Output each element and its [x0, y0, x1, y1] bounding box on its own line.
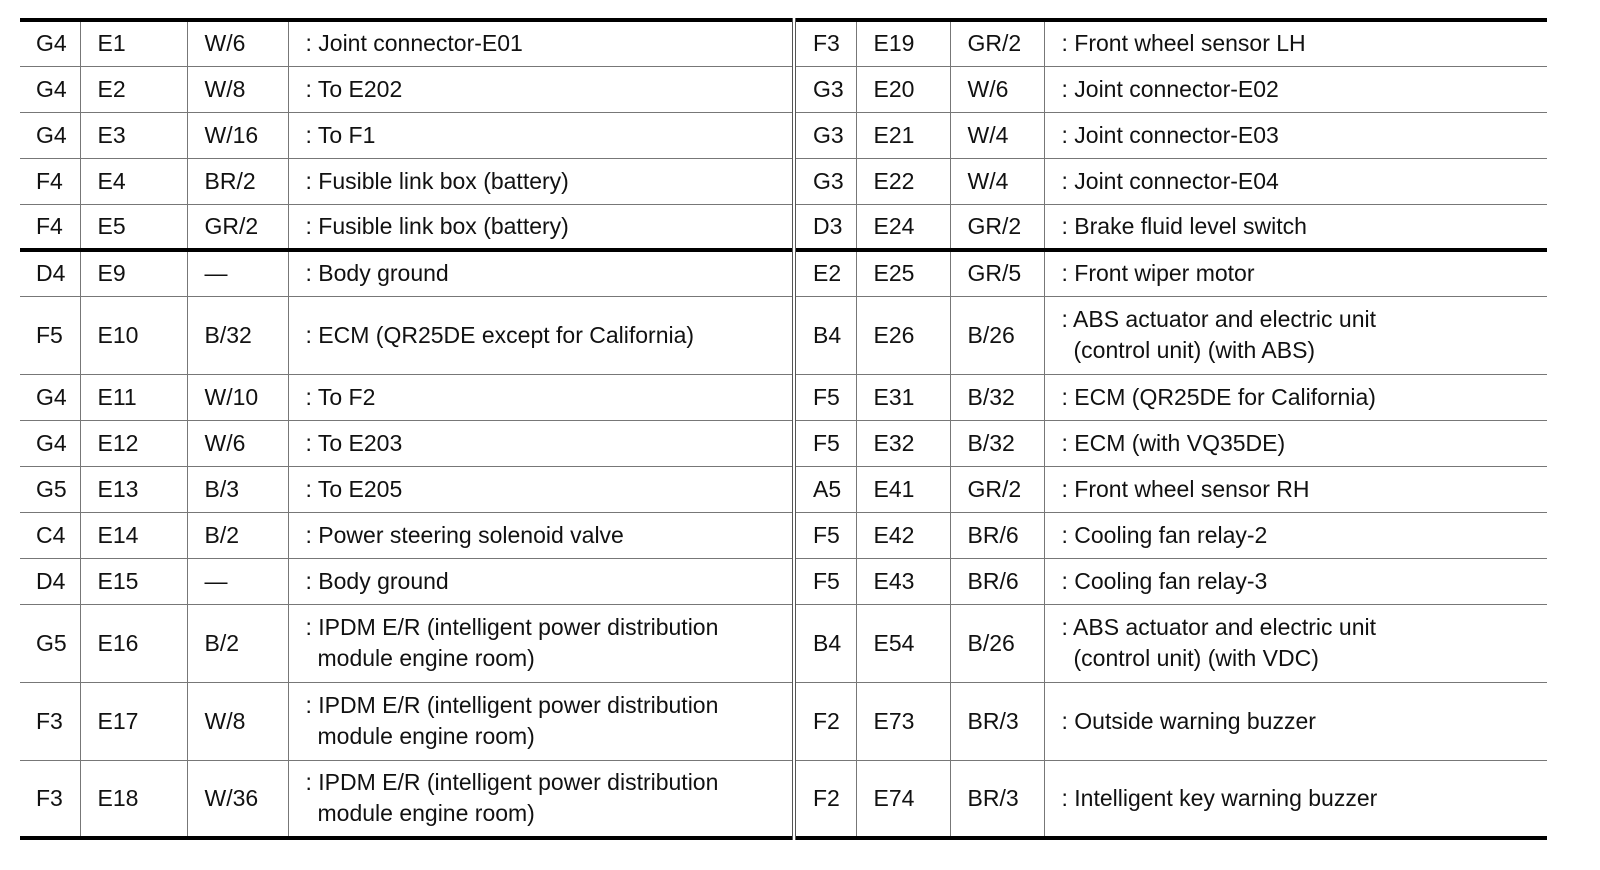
right-grid-reference: A5	[794, 466, 856, 512]
right-connector-type: BR/3	[950, 760, 1044, 838]
left-grid-reference: F3	[36, 784, 63, 811]
left-grid-reference: F3	[20, 682, 80, 760]
right-connector-type: GR/2	[950, 20, 1044, 66]
left-connector-type: GR/2	[187, 204, 288, 250]
description-text: : Outside warning buzzer	[1061, 707, 1316, 734]
left-connector-description	[288, 420, 794, 466]
description-text: : ECM (QR25DE except for California)	[305, 321, 695, 348]
description-text: : ECM (with VQ35DE)	[1061, 429, 1286, 456]
table-row	[20, 760, 1547, 838]
right-connector-number: E42	[856, 512, 950, 558]
right-connector-number: E74	[856, 760, 950, 838]
description-text: : To E202	[305, 75, 403, 102]
right-connector-type: B/32	[950, 420, 1044, 466]
right-connector-description	[1044, 250, 1547, 296]
right-grid-reference: F5	[794, 374, 856, 420]
left-connector-description	[288, 66, 794, 112]
left-grid-reference: F4	[20, 204, 80, 250]
right-connector-type: W/4	[950, 112, 1044, 158]
left-grid-reference: G4	[20, 20, 80, 66]
right-connector-description	[1044, 420, 1547, 466]
left-grid-reference: F5	[20, 296, 80, 374]
left-connector-type: —	[187, 558, 288, 604]
left-grid-reference: F4	[20, 158, 80, 204]
right-connector-type: B/26	[950, 296, 1044, 374]
table-row	[20, 250, 1547, 296]
left-connector-description	[288, 682, 794, 760]
right-connector-type: GR/2	[950, 466, 1044, 512]
table-row	[20, 682, 1547, 760]
left-connector-description	[288, 558, 794, 604]
left-connector-number: E11	[80, 374, 187, 420]
left-grid-reference: G4	[20, 66, 80, 112]
right-connector-number: E32	[856, 420, 950, 466]
right-connector-number: E31	[856, 374, 950, 420]
right-connector-description	[1044, 604, 1547, 682]
left-connector-number: E1	[80, 20, 187, 66]
description-text: : Power steering solenoid valve	[305, 521, 624, 548]
description-text: : To F1	[305, 121, 376, 148]
left-connector-description	[288, 204, 794, 250]
table-row	[20, 466, 1547, 512]
left-connector-number: E9	[80, 250, 187, 296]
left-connector-number: E18	[80, 760, 187, 838]
right-connector-description	[1044, 374, 1547, 420]
left-connector-number: E5	[80, 204, 187, 250]
description-text: : ABS actuator and electric unit (control unit) (with VDC)	[1061, 614, 1377, 671]
left-connector-type: B/32	[187, 296, 288, 374]
left-connector-type: BR/2	[187, 158, 288, 204]
table-row	[20, 158, 1547, 204]
right-connector-description	[1044, 66, 1547, 112]
description-text: : Front wheel sensor RH	[1061, 475, 1310, 502]
description-text: : Joint connector-E04	[1061, 167, 1279, 194]
description-text: : Body ground	[305, 260, 449, 287]
right-connector-description	[1044, 158, 1547, 204]
right-grid-reference: F2	[794, 760, 856, 838]
left-grid-reference: C4	[20, 512, 80, 558]
left-connector-number: E12	[80, 420, 187, 466]
right-connector-description	[1044, 112, 1547, 158]
left-connector-type: W/6	[187, 420, 288, 466]
right-connector-type: BR/3	[950, 682, 1044, 760]
table-row	[20, 20, 1547, 66]
right-grid-reference: F5	[794, 420, 856, 466]
left-connector-number: E4	[80, 158, 187, 204]
description-text: : Cooling fan relay-3	[1061, 567, 1268, 594]
description-text: : Front wiper motor	[1061, 260, 1255, 287]
left-connector-type: W/8	[187, 682, 288, 760]
table-row	[20, 420, 1547, 466]
table-row	[20, 558, 1547, 604]
right-connector-type: BR/6	[950, 512, 1044, 558]
left-connector-type: B/2	[187, 512, 288, 558]
right-grid-reference: B4	[794, 604, 856, 682]
right-grid-reference: G3	[794, 66, 856, 112]
table-row	[20, 296, 1547, 374]
right-connector-number: E21	[856, 112, 950, 158]
right-connector-number: E26	[856, 296, 950, 374]
right-connector-type: W/4	[950, 158, 1044, 204]
left-connector-number: E2	[80, 66, 187, 112]
left-connector-description	[288, 158, 794, 204]
description-text: : Fusible link box (battery)	[305, 212, 569, 239]
description-text: : Joint connector-E02	[1061, 75, 1279, 102]
connector-list-table	[20, 18, 1547, 840]
right-connector-type: B/26	[950, 604, 1044, 682]
left-connector-number: E3	[80, 112, 187, 158]
left-connector-description	[288, 604, 794, 682]
description-text: : Joint connector-E01	[305, 30, 523, 57]
right-connector-description	[1044, 760, 1547, 838]
right-connector-number: E43	[856, 558, 950, 604]
right-connector-number: E54	[856, 604, 950, 682]
right-connector-number: E24	[856, 204, 950, 250]
description-text: : To E203	[305, 429, 403, 456]
right-connector-description	[1044, 466, 1547, 512]
description-text: : Fusible link box (battery)	[305, 167, 569, 194]
left-connector-type: W/6	[187, 20, 288, 66]
left-grid-reference: G5	[20, 466, 80, 512]
left-connector-description	[288, 512, 794, 558]
right-connector-description	[1044, 512, 1547, 558]
left-connector-description	[288, 250, 794, 296]
description-text: : Brake fluid level switch	[1061, 212, 1307, 239]
table-row	[20, 112, 1547, 158]
left-connector-type: W/8	[187, 66, 288, 112]
table-row	[20, 66, 1547, 112]
description-text: : IPDM E/R (intelligent power distribution module engine room)	[305, 769, 719, 827]
left-grid-reference: G5	[20, 604, 80, 682]
description-text: : IPDM E/R (intelligent power distribution module engine room)	[305, 614, 719, 671]
right-connector-type: GR/2	[950, 204, 1044, 250]
left-connector-type: B/2	[187, 604, 288, 682]
right-connector-number: E41	[856, 466, 950, 512]
description-text: : To F2	[305, 383, 376, 410]
right-grid-reference: E2	[794, 250, 856, 296]
left-connector-description	[288, 374, 794, 420]
left-grid-reference: D4	[20, 250, 80, 296]
table-body	[20, 20, 1547, 838]
right-grid-reference: G3	[794, 158, 856, 204]
right-connector-type: BR/6	[950, 558, 1044, 604]
description-text: : Joint connector-E03	[1061, 121, 1279, 148]
description-text: : To E205	[305, 475, 403, 502]
right-grid-reference: F3	[794, 20, 856, 66]
left-connector-type: W/16	[187, 112, 288, 158]
right-grid-reference: F5	[794, 512, 856, 558]
right-connector-description	[1044, 20, 1547, 66]
description-text: : IPDM E/R (intelligent power distribution module engine room)	[305, 692, 719, 749]
right-connector-number: E19	[856, 20, 950, 66]
left-connector-type: W/36	[187, 760, 288, 838]
right-connector-description	[1044, 204, 1547, 250]
right-connector-description	[1044, 296, 1547, 374]
left-connector-description	[288, 760, 794, 838]
description-text: : ABS actuator and electric unit (control unit) (with ABS)	[1061, 306, 1377, 363]
left-connector-number: E13	[80, 466, 187, 512]
right-connector-number: E22	[856, 158, 950, 204]
left-connector-number: E14	[80, 512, 187, 558]
right-grid-reference: F5	[794, 558, 856, 604]
right-grid-reference: D3	[794, 204, 856, 250]
description-text: : Front wheel sensor LH	[1061, 30, 1306, 57]
left-connector-number: E16	[80, 604, 187, 682]
right-connector-type: B/32	[950, 374, 1044, 420]
right-grid-reference: B4	[794, 296, 856, 374]
left-connector-description	[288, 296, 794, 374]
description-text: : Body ground	[305, 567, 449, 594]
right-connector-description	[1044, 558, 1547, 604]
right-grid-reference: F2	[794, 682, 856, 760]
right-grid-reference: G3	[794, 112, 856, 158]
description-text: : Cooling fan relay-2	[1061, 521, 1268, 548]
left-connector-type: —	[187, 250, 288, 296]
description-text: : Intelligent key warning buzzer	[1061, 784, 1378, 811]
right-connector-description	[1044, 682, 1547, 760]
left-connector-number: E17	[80, 682, 187, 760]
left-connector-number: E10	[80, 296, 187, 374]
table-row	[20, 374, 1547, 420]
right-connector-number: E73	[856, 682, 950, 760]
table-row	[20, 604, 1547, 682]
left-grid-reference: G4	[20, 374, 80, 420]
left-grid-reference: G4	[20, 112, 80, 158]
left-connector-type: W/10	[187, 374, 288, 420]
left-connector-description	[288, 466, 794, 512]
right-connector-number: E20	[856, 66, 950, 112]
right-connector-type: W/6	[950, 66, 1044, 112]
left-connector-number: E15	[80, 558, 187, 604]
left-grid-reference: G4	[20, 420, 80, 466]
right-connector-number: E25	[856, 250, 950, 296]
left-grid-reference: D4	[20, 558, 80, 604]
left-connector-description	[288, 112, 794, 158]
left-connector-type: B/3	[187, 466, 288, 512]
table-row	[20, 512, 1547, 558]
description-text: : ECM (QR25DE for California)	[1061, 383, 1376, 410]
table-row	[20, 204, 1547, 250]
right-connector-type: GR/5	[950, 250, 1044, 296]
left-connector-description	[288, 20, 794, 66]
